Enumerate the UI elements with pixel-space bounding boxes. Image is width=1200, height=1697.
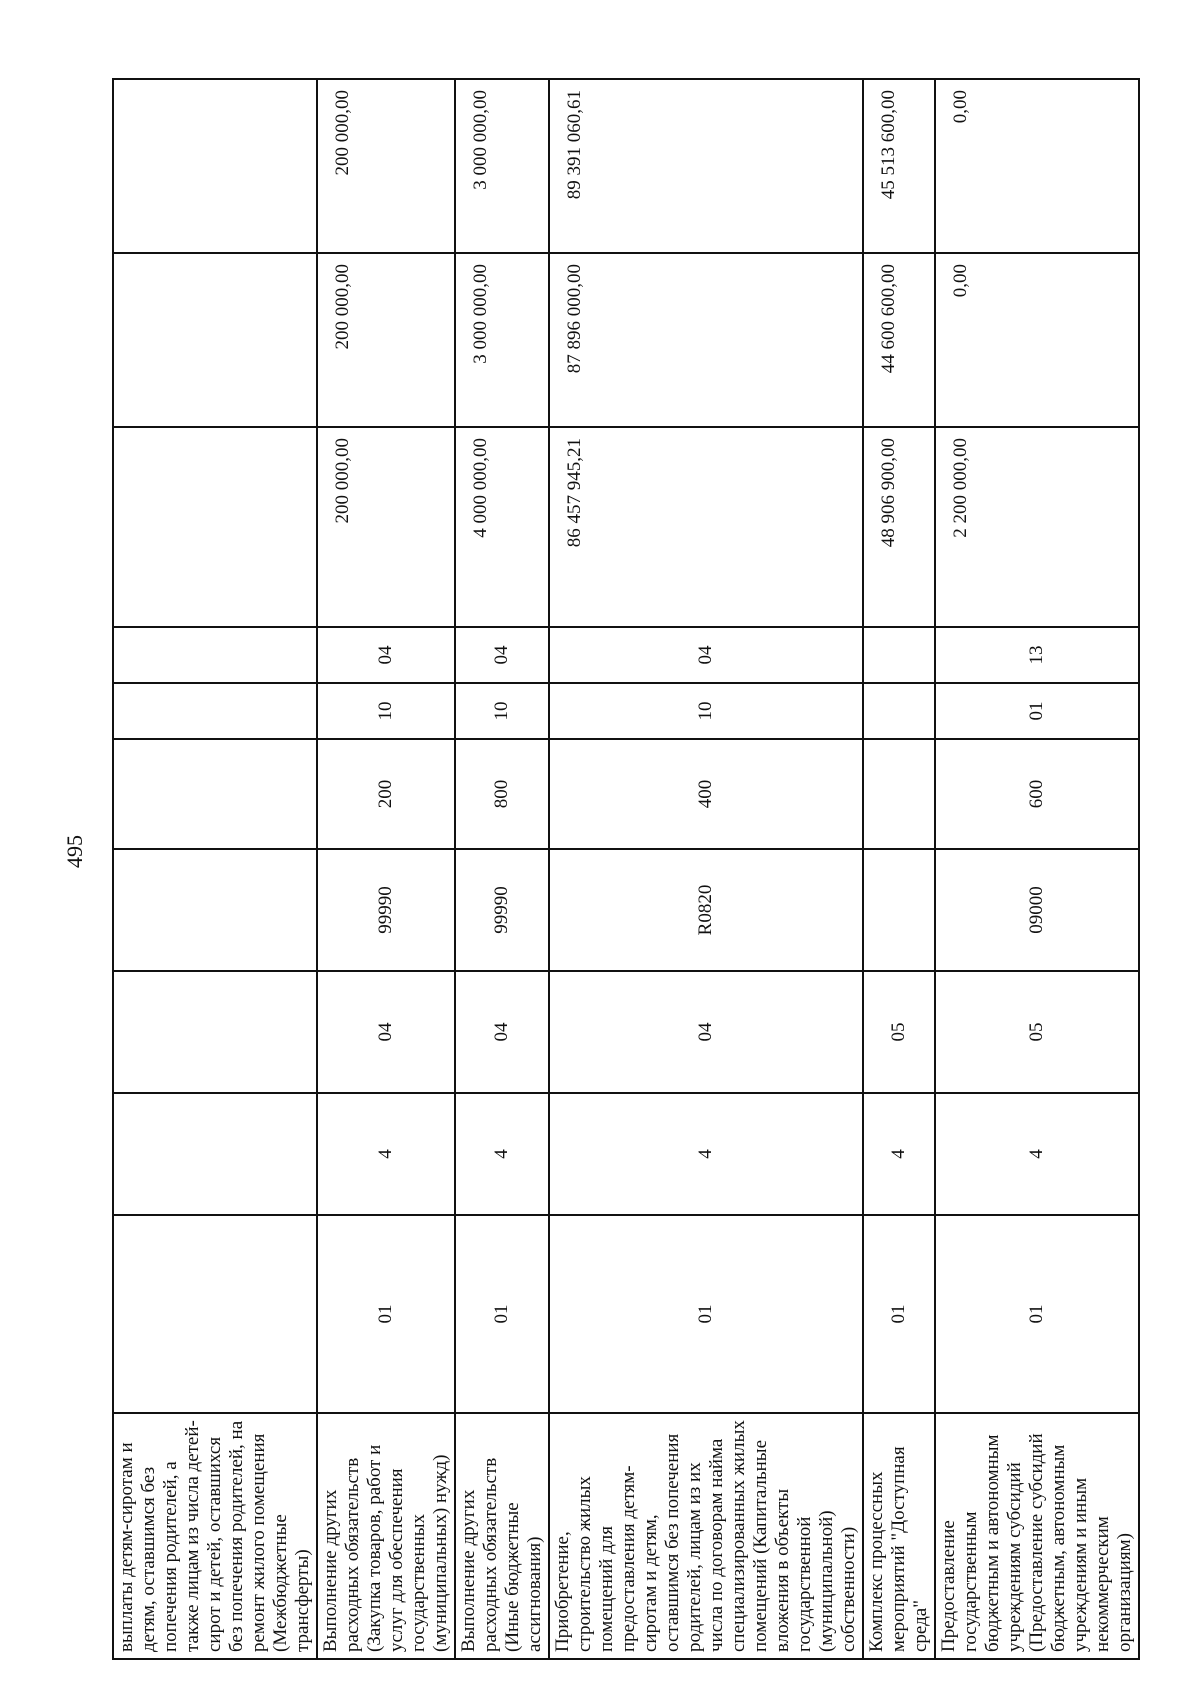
program-code: 01 bbox=[455, 1215, 549, 1413]
table-row bbox=[455, 79, 549, 1659]
amount-year-3: 45 513 600,00 bbox=[863, 79, 935, 253]
amount-year-1: 86 457 945,21 bbox=[549, 427, 863, 627]
subprogram-code: 4 bbox=[549, 1093, 863, 1215]
expense-type-code bbox=[113, 739, 317, 849]
subsection-code: 04 bbox=[549, 627, 863, 683]
amount-year-2: 200 000,00 bbox=[317, 253, 455, 427]
subsection-code bbox=[113, 627, 317, 683]
row-description: выплаты детям-сиротам и детям, оставшимся без попечения родителей, а также лицам из числа детей-сирот и детей, оставшихся без попечения родителей, на ремонт жилого помещения (Межбюджетные трансферты) bbox=[113, 1413, 317, 1659]
section-code: 10 bbox=[455, 683, 549, 739]
amount-year-1: 2 200 000,00 bbox=[935, 427, 1139, 627]
section-code: 01 bbox=[935, 683, 1139, 739]
section-code: 10 bbox=[317, 683, 455, 739]
subsection-code bbox=[863, 627, 935, 683]
row-description: Комплекс процессных мероприятий "Доступная среда" bbox=[863, 1413, 935, 1659]
expense-type-code bbox=[863, 739, 935, 849]
event-code: 04 bbox=[317, 971, 455, 1093]
amount-year-1: 48 906 900,00 bbox=[863, 427, 935, 627]
subprogram-code: 4 bbox=[863, 1093, 935, 1215]
subsection-code: 04 bbox=[455, 627, 549, 683]
table-row bbox=[935, 79, 1139, 1659]
event-code bbox=[113, 971, 317, 1093]
section-code bbox=[863, 683, 935, 739]
row-description: Выполнение других расходных обязательств (Закупка товаров, работ и услуг для обеспечения государственных (муниципальных) нужд) bbox=[317, 1413, 455, 1659]
event-code: 05 bbox=[863, 971, 935, 1093]
program-code: 01 bbox=[935, 1215, 1139, 1413]
direction-code: 09000 bbox=[935, 849, 1139, 971]
page-number: 495 bbox=[62, 835, 87, 868]
rotated-table-wrapper bbox=[112, 80, 1135, 1660]
amount-year-3 bbox=[113, 79, 317, 253]
table-row bbox=[317, 79, 455, 1659]
amount-year-2: 0,00 bbox=[935, 253, 1139, 427]
amount-year-1 bbox=[113, 427, 317, 627]
expense-type-code: 600 bbox=[935, 739, 1139, 849]
amount-year-1: 4 000 000,00 bbox=[455, 427, 549, 627]
table-row bbox=[113, 79, 317, 1659]
amount-year-3: 0,00 bbox=[935, 79, 1139, 253]
direction-code bbox=[113, 849, 317, 971]
row-description: Приобретение, строительство жилых помещений для предоставления детям-сиротам и детям, оставшимся без попечения родителей, лицам из их числа по договорам найма специализированных жилых помещений (Капитальные вложения в объекты государственной (муниципальной) собственности) bbox=[549, 1413, 863, 1659]
expense-type-code: 800 bbox=[455, 739, 549, 849]
event-code: 04 bbox=[455, 971, 549, 1093]
program-code: 01 bbox=[863, 1215, 935, 1413]
section-code bbox=[113, 683, 317, 739]
row-description: Выполнение других расходных обязательств (Иные бюджетные ассигнования) bbox=[455, 1413, 549, 1659]
event-code: 05 bbox=[935, 971, 1139, 1093]
amount-year-2 bbox=[113, 253, 317, 427]
amount-year-2: 44 600 600,00 bbox=[863, 253, 935, 427]
event-code: 04 bbox=[549, 971, 863, 1093]
direction-code: 99990 bbox=[317, 849, 455, 971]
direction-code bbox=[863, 849, 935, 971]
amount-year-3: 89 391 060,61 bbox=[549, 79, 863, 253]
subsection-code: 13 bbox=[935, 627, 1139, 683]
amount-year-2: 3 000 000,00 bbox=[455, 253, 549, 427]
program-code: 01 bbox=[317, 1215, 455, 1413]
subprogram-code: 4 bbox=[317, 1093, 455, 1215]
table-row bbox=[549, 79, 863, 1659]
subsection-code: 04 bbox=[317, 627, 455, 683]
row-description: Предоставление государственным бюджетным и автономным учреждениям субсидий (Предоставление субсидий бюджетным, автономным учреждениям и иным некоммерческим организациям) bbox=[935, 1413, 1139, 1659]
expense-type-code: 400 bbox=[549, 739, 863, 849]
expense-type-code: 200 bbox=[317, 739, 455, 849]
budget-table bbox=[112, 78, 1140, 1660]
program-code bbox=[113, 1215, 317, 1413]
program-code: 01 bbox=[549, 1215, 863, 1413]
section-code: 10 bbox=[549, 683, 863, 739]
direction-code: R0820 bbox=[549, 849, 863, 971]
direction-code: 99990 bbox=[455, 849, 549, 971]
amount-year-2: 87 896 000,00 bbox=[549, 253, 863, 427]
subprogram-code: 4 bbox=[455, 1093, 549, 1215]
subprogram-code: 4 bbox=[935, 1093, 1139, 1215]
amount-year-3: 3 000 000,00 bbox=[455, 79, 549, 253]
subprogram-code bbox=[113, 1093, 317, 1215]
amount-year-1: 200 000,00 bbox=[317, 427, 455, 627]
table-row bbox=[863, 79, 935, 1659]
amount-year-3: 200 000,00 bbox=[317, 79, 455, 253]
